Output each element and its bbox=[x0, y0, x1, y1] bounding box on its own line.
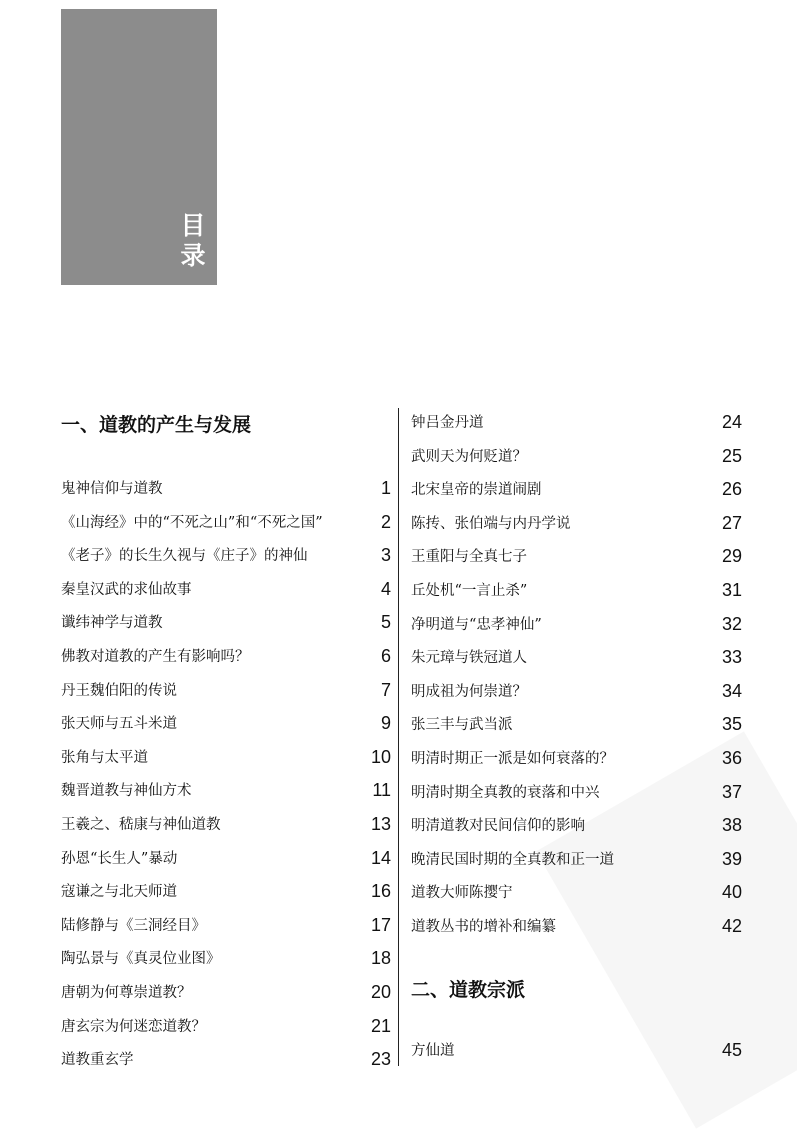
toc-entry-page: 31 bbox=[721, 580, 742, 600]
toc-entry-title: 净明道与“忠孝神仙” bbox=[411, 616, 542, 633]
toc-entry-page: 35 bbox=[721, 714, 742, 735]
toc-entry-title: 唐玄宗为何迷恋道教？ bbox=[61, 1018, 206, 1035]
toc-entry[interactable] bbox=[411, 715, 742, 748]
toc-entry[interactable] bbox=[61, 849, 391, 882]
toc-entry[interactable] bbox=[411, 1041, 742, 1074]
toc-entry[interactable] bbox=[61, 748, 391, 781]
toc-entry-page: 6 bbox=[380, 646, 391, 666]
toc-entry-title: 道教丛书的增补和编纂 bbox=[411, 919, 556, 935]
toc-entry[interactable] bbox=[61, 613, 391, 646]
toc-entry-title: 明清时期全真教的衰落和中兴 bbox=[411, 784, 600, 801]
toc-entry-title: 道教重玄学 bbox=[61, 1052, 134, 1069]
toc-entry[interactable] bbox=[411, 447, 742, 480]
toc-entry[interactable] bbox=[61, 714, 391, 747]
toc-entry-page: 32 bbox=[721, 613, 742, 634]
toc-entry-title: 张角与太平道 bbox=[61, 749, 148, 766]
toc-entry[interactable] bbox=[61, 546, 391, 579]
toc-entry[interactable] bbox=[411, 783, 742, 816]
toc-entry-page: 37 bbox=[721, 781, 742, 802]
toc-entry-page: 29 bbox=[721, 546, 742, 567]
section-title-2: 二、道教宗派 bbox=[411, 979, 526, 1001]
toc-entry-page: 2 bbox=[380, 511, 391, 532]
toc-entry-page: 36 bbox=[721, 748, 742, 768]
toc-entry-title: 王羲之、嵇康与神仙道教 bbox=[61, 817, 221, 833]
toc-entry[interactable] bbox=[61, 949, 391, 982]
toc-entry[interactable] bbox=[411, 749, 742, 782]
toc-entry-page: 42 bbox=[721, 916, 742, 936]
toc-entry-title: 晚清民国时期的全真教和正一道 bbox=[411, 851, 614, 868]
toc-entry-page: 5 bbox=[380, 612, 391, 633]
toc-entry-title: 魏晋道教与神仙方术 bbox=[61, 783, 192, 800]
toc-entry-page: 26 bbox=[721, 479, 742, 500]
toc-entry[interactable] bbox=[61, 882, 391, 915]
toc-entry[interactable] bbox=[411, 883, 742, 916]
toc-entry-title: 佛教对道教的产生有影响吗？ bbox=[61, 649, 250, 665]
toc-entry-title: 朱元璋与铁冠道人 bbox=[411, 650, 527, 667]
toc-entry-title: 明成祖为何崇道？ bbox=[411, 683, 527, 700]
toc-entry[interactable] bbox=[61, 681, 391, 714]
toc-entry[interactable] bbox=[411, 514, 742, 547]
toc-entry-title: 《老子》的长生久视与《庄子》的神仙 bbox=[61, 548, 308, 565]
toc-entry-title: 张天师与五斗米道 bbox=[61, 716, 177, 733]
toc-entry[interactable] bbox=[411, 581, 742, 614]
toc-entry-page: 40 bbox=[721, 882, 742, 903]
toc-entry-page: 34 bbox=[721, 680, 742, 701]
toc-entry-title: 孙恩“长生人”暴动 bbox=[61, 850, 178, 867]
toc-entry-title: 鬼神信仰与道教 bbox=[61, 481, 163, 497]
toc-entry-page: 25 bbox=[721, 445, 742, 466]
toc-entry-title: 武则天为何贬道？ bbox=[411, 448, 527, 465]
toc-entry[interactable] bbox=[411, 615, 742, 648]
toc-entry-title: 张三丰与武当派 bbox=[411, 717, 513, 734]
toc-entry-page: 27 bbox=[721, 512, 742, 533]
toc-entry-page: 39 bbox=[721, 848, 742, 869]
toc-entry[interactable] bbox=[411, 480, 742, 513]
toc-entry-page: 11 bbox=[372, 780, 391, 801]
toc-entry[interactable] bbox=[61, 983, 391, 1016]
toc-entry[interactable] bbox=[411, 547, 742, 580]
toc-entry-title: 王重阳与全真七子 bbox=[411, 549, 527, 566]
toc-entry[interactable] bbox=[61, 647, 391, 680]
toc-entry[interactable] bbox=[61, 815, 391, 848]
toc-entry[interactable] bbox=[411, 648, 742, 681]
toc-entry-title: 陆修静与《三洞经目》 bbox=[61, 917, 206, 934]
toc-entry-title: 秦皇汉武的求仙故事 bbox=[61, 581, 192, 598]
toc-entry[interactable] bbox=[411, 682, 742, 715]
toc-entry-page: 45 bbox=[721, 1040, 742, 1060]
toc-entry-title: 唐朝为何尊崇道教？ bbox=[61, 985, 192, 1001]
toc-entry-page: 23 bbox=[370, 1049, 391, 1070]
toc-entry-page: 10 bbox=[370, 746, 391, 767]
page-title: 目录 bbox=[180, 211, 206, 270]
toc-entry-title: 寇谦之与北天师道 bbox=[61, 884, 177, 901]
toc-entry-page: 33 bbox=[721, 647, 742, 668]
toc-entry-title: 方仙道 bbox=[411, 1043, 455, 1059]
toc-entry-title: 《山海经》中的“不死之山”和“不死之国” bbox=[61, 514, 323, 531]
toc-entry-title: 道教大师陈撄宁 bbox=[411, 885, 513, 902]
toc-entry-page: 7 bbox=[380, 679, 391, 700]
toc-entry-page: 16 bbox=[370, 881, 391, 902]
toc-entry-page: 1 bbox=[380, 478, 391, 498]
toc-entry[interactable] bbox=[61, 513, 391, 546]
toc-entry-title: 明清时期正一派是如何衰落的？ bbox=[411, 751, 614, 767]
toc-entry[interactable] bbox=[411, 413, 742, 446]
toc-entry-title: 钟吕金丹道 bbox=[411, 415, 484, 431]
header-block bbox=[61, 9, 217, 285]
toc-entry-title: 丘处机“一言止杀” bbox=[411, 583, 528, 599]
toc-entry[interactable] bbox=[411, 816, 742, 849]
toc-entry-title: 谶纬神学与道教 bbox=[61, 615, 163, 632]
toc-entry-page: 9 bbox=[380, 713, 391, 734]
toc-entry-title: 北宋皇帝的崇道闹剧 bbox=[411, 482, 542, 499]
toc-entry-title: 陈抟、张伯端与内丹学说 bbox=[411, 515, 571, 532]
toc-entry[interactable] bbox=[61, 916, 391, 949]
toc-entry[interactable] bbox=[61, 1017, 391, 1050]
toc-entry[interactable] bbox=[61, 479, 391, 512]
toc-entry-title: 明清道教对民间信仰的影响 bbox=[411, 818, 585, 835]
toc-entry-page: 38 bbox=[721, 815, 742, 836]
toc-entry-page: 4 bbox=[380, 578, 391, 599]
toc-entry-page: 24 bbox=[721, 412, 742, 432]
toc-entry-title: 陶弘景与《真灵位业图》 bbox=[61, 951, 221, 968]
toc-entry-page: 17 bbox=[370, 914, 391, 935]
toc-entry-page: 14 bbox=[370, 847, 391, 868]
toc-entry-page: 20 bbox=[370, 982, 391, 1002]
toc-entry-page: 13 bbox=[370, 814, 391, 834]
toc-entry[interactable] bbox=[61, 781, 391, 814]
column-divider bbox=[398, 408, 399, 1066]
section-title-1: 一、道教的产生与发展 bbox=[61, 414, 252, 436]
toc-entry-page: 3 bbox=[380, 545, 391, 566]
toc-entry[interactable] bbox=[411, 917, 742, 950]
toc-entry-page: 18 bbox=[370, 948, 391, 969]
toc-entry[interactable] bbox=[411, 850, 742, 883]
toc-entry[interactable] bbox=[61, 580, 391, 613]
toc-entry[interactable] bbox=[61, 1050, 391, 1083]
toc-entry-title: 丹王魏伯阳的传说 bbox=[61, 682, 177, 699]
toc-entry-page: 21 bbox=[370, 1015, 391, 1036]
